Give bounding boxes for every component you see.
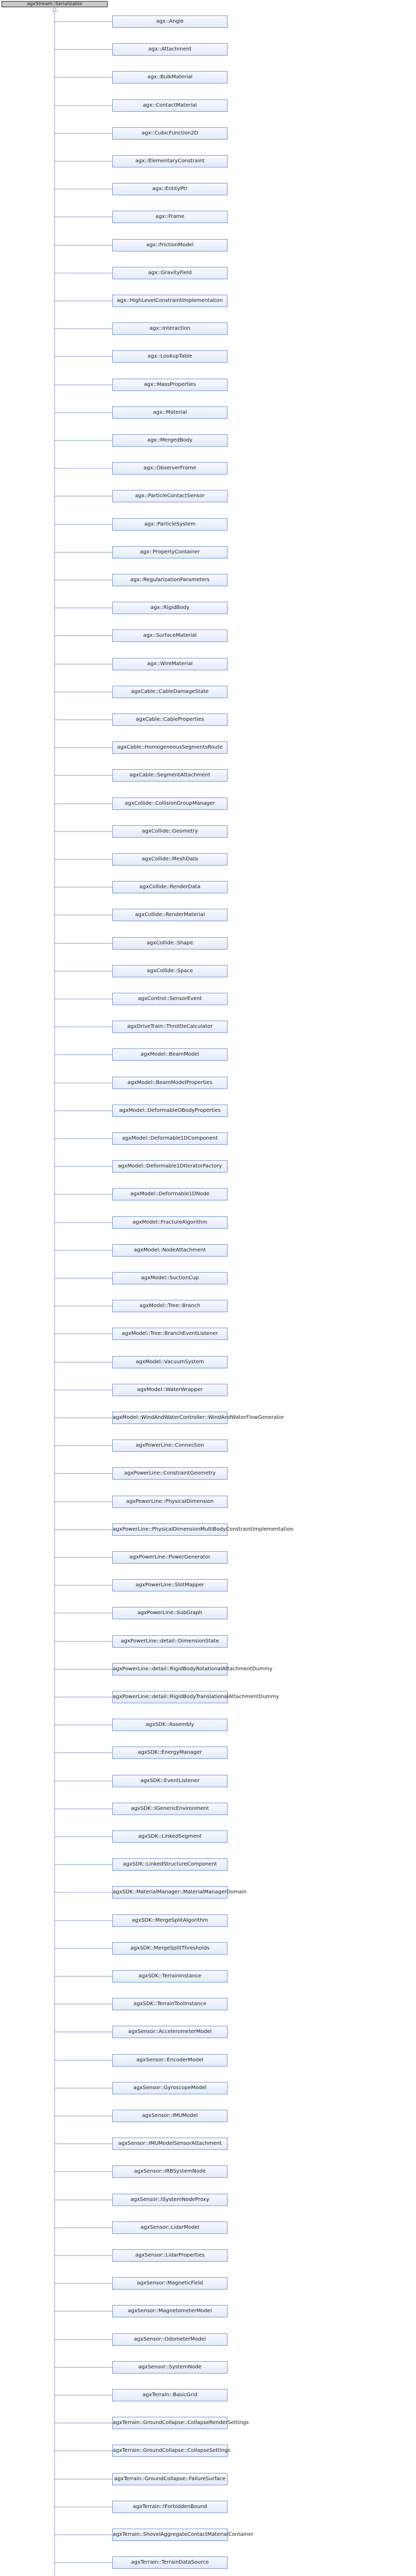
derived-class-node[interactable]: agxSDK::MergeSplitAlgorithm xyxy=(112,1914,228,1927)
derived-class-node[interactable]: agxModel::VacuumSystem xyxy=(112,1356,228,1368)
derived-class-node[interactable]: agxTerrain::GroundCollapse::FailureSurface xyxy=(112,2473,228,2485)
derived-class-node[interactable]: agx::BulkMaterial xyxy=(112,71,228,83)
derived-class-node[interactable]: agxSensor::LidarProperties xyxy=(112,2249,228,2262)
derived-class-node[interactable]: agxPowerLine::PhysicalDimensionMultiBodyConstraintImplementation xyxy=(112,1523,228,1536)
derived-class-node[interactable]: agx::ElementaryConstraint xyxy=(112,155,228,167)
derived-class-node[interactable]: agxPowerLine::SlotMapper xyxy=(112,1579,228,1591)
derived-class-node[interactable]: agxDriveTrain::ThrottleCalculator xyxy=(112,1021,228,1033)
derived-class-node[interactable]: agxSDK::TerrainToolInstance xyxy=(112,1998,228,2010)
derived-class-node[interactable]: agxSensor::MagnetometerModel xyxy=(112,2305,228,2317)
derived-class-node[interactable]: agx::ParticleContactSensor xyxy=(112,490,228,502)
derived-class-node[interactable]: agxPowerLine::Connection xyxy=(112,1439,228,1452)
derived-class-node[interactable]: agx::Attachment xyxy=(112,43,228,56)
derived-class-node[interactable]: agxModel::Tree::BranchEventListener xyxy=(112,1328,228,1340)
derived-class-node[interactable]: agx::Angle xyxy=(112,15,228,28)
derived-class-node[interactable]: agxSDK::EnergyManager xyxy=(112,1747,228,1759)
derived-class-node[interactable]: agxSDK::TerrainInstance xyxy=(112,1970,228,1982)
derived-class-node[interactable]: agxModel::SuctionCup xyxy=(112,1272,228,1284)
derived-class-node[interactable]: agxPowerLine::detail::DimensionState xyxy=(112,1635,228,1648)
derived-class-node[interactable]: agxSDK::LinkedStructureComponent xyxy=(112,1858,228,1871)
derived-class-node[interactable]: agxSDK::LinkedSegment xyxy=(112,1831,228,1843)
derived-class-node[interactable]: agxModel::Deformable1DIteratorFactory xyxy=(112,1160,228,1173)
derived-class-node[interactable]: agx::EntityPtr xyxy=(112,183,228,195)
derived-class-node[interactable]: agx::RegularizationParameters xyxy=(112,574,228,586)
derived-class-node[interactable]: agxTerrain::GroundCollapse::CollapseRenderSettings xyxy=(112,2417,228,2429)
inheritance-arrowhead xyxy=(53,8,57,11)
derived-class-node[interactable]: agxModel::DeformableOBodyProperties xyxy=(112,1105,228,1117)
derived-class-node[interactable]: agxSDK::IGenericEnvironment xyxy=(112,1803,228,1815)
derived-class-node[interactable]: agxModel::NodeAttachment xyxy=(112,1244,228,1257)
derived-class-node[interactable]: agxSDK::MaterialManager::MaterialManagerDomain xyxy=(112,1886,228,1899)
derived-class-node[interactable]: agx::ParticleSystem xyxy=(112,518,228,531)
derived-class-node[interactable]: agxSDK::Assembly xyxy=(112,1719,228,1731)
derived-class-node[interactable]: agxTerrain::ShovelAggregateContactMaterialContainer xyxy=(112,2529,228,2541)
derived-class-node[interactable]: agx::HighLevelConstraintImplementation xyxy=(112,295,228,307)
derived-class-node[interactable]: agx::LookupTable xyxy=(112,350,228,363)
derived-class-node[interactable]: agxSensor::IRBSystemNode xyxy=(112,2165,228,2178)
derived-class-node[interactable]: agxModel::Deformable1DNode xyxy=(112,1188,228,1200)
derived-class-node[interactable]: agxCollide::RenderData xyxy=(112,881,228,893)
derived-class-node[interactable]: agxPowerLine::PhysicalDimension xyxy=(112,1496,228,1508)
derived-class-node[interactable]: agx::ObserverFrame xyxy=(112,462,228,474)
derived-class-node[interactable]: agx::RigidBody xyxy=(112,602,228,614)
derived-class-node[interactable]: agxSensor::LidarModel xyxy=(112,2222,228,2234)
derived-class-node[interactable]: agxPowerLine::SubGraph xyxy=(112,1607,228,1619)
derived-class-node[interactable]: agxCollide::Shape xyxy=(112,937,228,950)
derived-class-node[interactable]: agxSensor::ISystemNodeProxy xyxy=(112,2194,228,2206)
derived-class-node[interactable]: agx::GravityField xyxy=(112,267,228,279)
derived-class-node[interactable]: agx::FrictionModel xyxy=(112,239,228,251)
derived-class-node[interactable]: agxCollide::MeshData xyxy=(112,853,228,866)
derived-class-node[interactable]: agx::ContactMaterial xyxy=(112,99,228,112)
derived-class-node[interactable]: agxTerrain::GroundCollapse::CollapseSettings xyxy=(112,2445,228,2457)
derived-class-node[interactable]: agx::Frame xyxy=(112,211,228,223)
derived-class-node[interactable]: agxModel::WaterWrapper xyxy=(112,1384,228,1396)
derived-class-node[interactable]: agxSensor::MagneticField xyxy=(112,2277,228,2290)
derived-class-node[interactable]: agxCable::HomogeneousSegmentsRoute xyxy=(112,741,228,754)
derived-class-node[interactable]: agxSensor::IMUModelSensorAttachment xyxy=(112,2138,228,2150)
inheritance-edges xyxy=(53,8,112,2576)
derived-class-node[interactable]: agxTerrain::IForbiddenBound xyxy=(112,2501,228,2513)
derived-class-node[interactable]: agxCollide::CollisionGroupManager xyxy=(112,798,228,810)
derived-class-node[interactable]: agxSensor::EncoderModel xyxy=(112,2054,228,2066)
derived-class-node[interactable]: agxCollide::RenderMaterial xyxy=(112,909,228,921)
derived-class-node[interactable]: agxCable::CableDamageState xyxy=(112,686,228,698)
derived-class-node[interactable]: agxControl::SensorEvent xyxy=(112,993,228,1005)
derived-class-node[interactable]: agxSDK::MergeSplitThresholds xyxy=(112,1942,228,1955)
derived-class-node[interactable]: agxModel::BeamModel xyxy=(112,1048,228,1061)
root-class-node: agxStream::Serializable xyxy=(2,1,108,7)
derived-class-node[interactable]: agxTerrain::TerrainDataSource xyxy=(112,2556,228,2569)
derived-class-node[interactable]: agx::CubicFunction2D xyxy=(112,127,228,140)
derived-class-node[interactable]: agx::PropertyContainer xyxy=(112,546,228,558)
derived-class-node[interactable]: agx::Interaction xyxy=(112,323,228,335)
derived-class-node[interactable]: agxCollide::Geometry xyxy=(112,825,228,838)
derived-class-node[interactable]: agxSensor::OdometerModel xyxy=(112,2333,228,2346)
derived-class-node[interactable]: agxSensor::SystemNode xyxy=(112,2361,228,2374)
derived-class-node[interactable]: agx::MassProperties xyxy=(112,379,228,391)
derived-class-node[interactable]: agxSensor::AccelerometerModel xyxy=(112,2026,228,2038)
derived-class-node[interactable]: agxSensor::GyroscopeModel xyxy=(112,2082,228,2094)
derived-class-node[interactable]: agxModel::BeamModelProperties xyxy=(112,1077,228,1089)
derived-class-node[interactable]: agxSensor::IMUModel xyxy=(112,2110,228,2122)
derived-class-node[interactable]: agxModel::WindAndWaterController::WindAndWaterFlowGenerator xyxy=(112,1412,228,1424)
derived-class-node[interactable]: agxCable::CableProperties xyxy=(112,714,228,726)
derived-class-node[interactable]: agxPowerLine::PowerGenerator xyxy=(112,1551,228,1564)
derived-class-node[interactable]: agxCollide::Space xyxy=(112,965,228,977)
derived-class-node[interactable]: agx::MergedBody xyxy=(112,434,228,447)
derived-class-node[interactable]: agxPowerLine::detail::RigidBodyTranslationalAttachmentDummy xyxy=(112,1691,228,1703)
derived-class-node[interactable]: agxModel::Deformable1DComponent xyxy=(112,1132,228,1145)
derived-class-node[interactable]: agxSDK::EventListener xyxy=(112,1775,228,1787)
derived-class-node[interactable]: agx::WireMaterial xyxy=(112,658,228,670)
derived-class-node[interactable]: agxModel::Tree::Branch xyxy=(112,1300,228,1312)
derived-class-node[interactable]: agxTerrain::BasicGrid xyxy=(112,2389,228,2401)
derived-class-node[interactable]: agxCable::SegmentAttachment xyxy=(112,769,228,782)
derived-class-node[interactable]: agx::Material xyxy=(112,406,228,419)
derived-class-node[interactable]: agxPowerLine::detail::RigidBodyRotationalAttachmentDummy xyxy=(112,1663,228,1675)
derived-class-node[interactable]: agxPowerLine::ConstraintGeometry xyxy=(112,1467,228,1480)
derived-class-node[interactable]: agx::SurfaceMaterial xyxy=(112,630,228,642)
derived-class-node[interactable]: agxModel::FractureAlgorithm xyxy=(112,1216,228,1229)
